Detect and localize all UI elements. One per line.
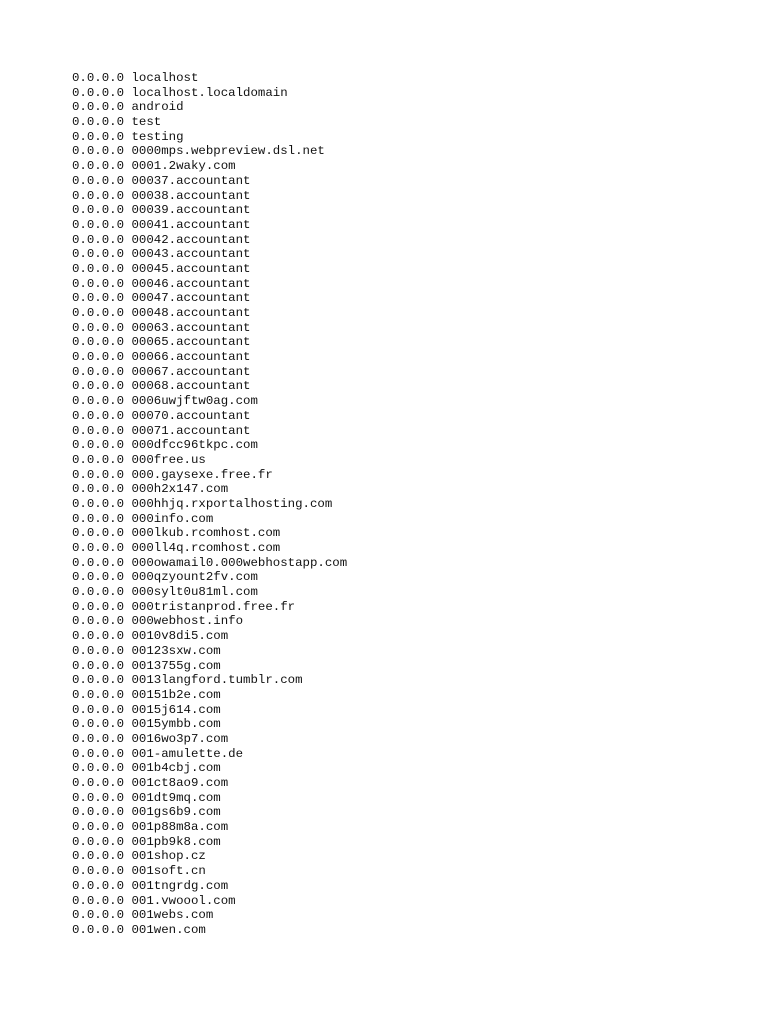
ip-address: 0.0.0.0	[72, 232, 125, 247]
hostname: 00071.accountant	[131, 423, 251, 438]
ip-address: 0.0.0.0	[72, 864, 125, 879]
hosts-entry	[72, 849, 347, 864]
hosts-entry	[72, 923, 347, 938]
hosts-entry	[72, 291, 347, 306]
hostname: 001.vwoool.com	[131, 893, 236, 908]
hostname: 0015ymbb.com	[131, 717, 221, 732]
hostname: 000webhost.info	[131, 614, 244, 629]
hosts-entry	[72, 203, 347, 218]
hostname: 00041.accountant	[131, 217, 251, 232]
hosts-entry	[72, 159, 347, 174]
ip-address: 0.0.0.0	[72, 849, 125, 864]
hosts-entry	[72, 747, 347, 762]
ip-address: 0.0.0.0	[72, 144, 125, 159]
hostname: 001webs.com	[131, 908, 214, 923]
hostname: 0013755g.com	[131, 658, 221, 673]
hosts-entry	[72, 659, 347, 674]
hostname: 0015j614.com	[131, 702, 221, 717]
ip-address: 0.0.0.0	[72, 673, 125, 688]
hostname: 000.gaysexe.free.fr	[131, 467, 273, 482]
hosts-entry	[72, 218, 347, 233]
ip-address: 0.0.0.0	[72, 408, 125, 423]
hosts-entry	[72, 732, 347, 747]
ip-address: 0.0.0.0	[72, 100, 125, 115]
ip-address: 0.0.0.0	[72, 717, 125, 732]
hosts-entry	[72, 629, 347, 644]
hostname: test	[131, 115, 162, 130]
hosts-entry	[72, 673, 347, 688]
hosts-entry	[72, 908, 347, 923]
hosts-entry	[72, 482, 347, 497]
hostname: 00123sxw.com	[131, 643, 221, 658]
hostname: 000info.com	[131, 511, 214, 526]
hosts-entry	[72, 570, 347, 585]
hosts-file-list	[72, 71, 347, 938]
ip-address: 0.0.0.0	[72, 217, 125, 232]
ip-address: 0.0.0.0	[72, 482, 125, 497]
hosts-entry	[72, 365, 347, 380]
ip-address: 0.0.0.0	[72, 511, 125, 526]
ip-address: 0.0.0.0	[72, 423, 125, 438]
hostname: 001pb9k8.com	[131, 834, 221, 849]
hosts-entry	[72, 879, 347, 894]
ip-address: 0.0.0.0	[72, 687, 125, 702]
hostname: 000tristanprod.free.fr	[131, 599, 296, 614]
hostname: 001-amulette.de	[131, 746, 244, 761]
hostname: 001ct8ao9.com	[131, 776, 229, 790]
ip-address: 0.0.0.0	[72, 173, 125, 188]
ip-address: 0.0.0.0	[72, 379, 125, 394]
hostname: localhost.localdomain	[131, 85, 288, 100]
ip-address: 0.0.0.0	[72, 188, 125, 203]
hostname: 00038.accountant	[131, 188, 251, 203]
ip-address: 0.0.0.0	[72, 776, 125, 790]
ip-address: 0.0.0.0	[72, 658, 125, 673]
hosts-entry	[72, 424, 347, 439]
hostname: 000hhjq.rxportalhosting.com	[131, 496, 333, 511]
ip-address: 0.0.0.0	[72, 526, 125, 541]
hosts-entry	[72, 453, 347, 468]
hosts-entry	[72, 820, 347, 835]
hostname: 001p88m8a.com	[131, 820, 229, 835]
hosts-entry	[72, 791, 347, 806]
hosts-entry	[72, 144, 347, 159]
hostname: android	[131, 100, 184, 115]
hosts-entry	[72, 526, 347, 541]
hosts-entry	[72, 100, 347, 115]
ip-address: 0.0.0.0	[72, 761, 125, 776]
hostname: 00068.accountant	[131, 379, 251, 394]
hosts-entry	[72, 174, 347, 189]
hosts-entry	[72, 688, 347, 703]
hosts-entry	[72, 438, 347, 453]
ip-address: 0.0.0.0	[72, 129, 125, 144]
ip-address: 0.0.0.0	[72, 585, 125, 600]
hostname: 00047.accountant	[131, 291, 251, 306]
ip-address: 0.0.0.0	[72, 306, 125, 320]
ip-address: 0.0.0.0	[72, 496, 125, 511]
hostname: 00048.accountant	[131, 306, 251, 320]
hosts-entry	[72, 717, 347, 732]
hostname: 000lkub.rcomhost.com	[131, 526, 281, 541]
hosts-entry	[72, 262, 347, 277]
hostname: localhost	[131, 71, 199, 85]
ip-address: 0.0.0.0	[72, 746, 125, 761]
ip-address: 0.0.0.0	[72, 629, 125, 644]
hosts-entry	[72, 189, 347, 204]
hostname: 000qzyount2fv.com	[131, 570, 258, 585]
hosts-entry	[72, 614, 347, 629]
hosts-entry	[72, 409, 347, 424]
hostname: 0006uwjftw0ag.com	[131, 394, 258, 409]
hosts-entry	[72, 468, 347, 483]
ip-address: 0.0.0.0	[72, 790, 125, 805]
ip-address: 0.0.0.0	[72, 878, 125, 893]
ip-address: 0.0.0.0	[72, 731, 125, 746]
ip-address: 0.0.0.0	[72, 320, 125, 335]
ip-address: 0.0.0.0	[72, 438, 125, 453]
hosts-entry	[72, 761, 347, 776]
hostname: 001shop.cz	[131, 849, 206, 864]
ip-address: 0.0.0.0	[72, 599, 125, 614]
hosts-entry	[72, 321, 347, 336]
ip-address: 0.0.0.0	[72, 820, 125, 835]
hosts-entry	[72, 130, 347, 145]
hosts-entry	[72, 115, 347, 130]
ip-address: 0.0.0.0	[72, 467, 125, 482]
hostname: 00037.accountant	[131, 173, 251, 188]
ip-address: 0.0.0.0	[72, 159, 125, 174]
hosts-entry	[72, 379, 347, 394]
hosts-entry	[72, 306, 347, 321]
hosts-entry	[72, 497, 347, 512]
hosts-entry	[72, 350, 347, 365]
ip-address: 0.0.0.0	[72, 335, 125, 350]
ip-address: 0.0.0.0	[72, 893, 125, 908]
ip-address: 0.0.0.0	[72, 643, 125, 658]
hostname: 000sylt0u81ml.com	[131, 585, 258, 600]
hostname: 00070.accountant	[131, 408, 251, 423]
ip-address: 0.0.0.0	[72, 203, 125, 218]
hostname: 0010v8di5.com	[131, 629, 229, 644]
ip-address: 0.0.0.0	[72, 364, 125, 379]
ip-address: 0.0.0.0	[72, 291, 125, 306]
hostname: 00045.accountant	[131, 261, 251, 276]
hosts-entry	[72, 835, 347, 850]
ip-address: 0.0.0.0	[72, 834, 125, 849]
ip-address: 0.0.0.0	[72, 350, 125, 365]
hosts-entry	[72, 644, 347, 659]
ip-address: 0.0.0.0	[72, 452, 125, 467]
hostname: 00065.accountant	[131, 335, 251, 350]
hosts-entry	[72, 86, 347, 101]
hostname: 000owamail0.000webhostapp.com	[131, 555, 348, 570]
ip-address: 0.0.0.0	[72, 71, 125, 85]
hostname: 00046.accountant	[131, 276, 251, 291]
ip-address: 0.0.0.0	[72, 702, 125, 717]
hosts-entry	[72, 703, 347, 718]
hosts-entry	[72, 585, 347, 600]
hostname: 00067.accountant	[131, 364, 251, 379]
hostname: 000dfcc96tkpc.com	[131, 438, 258, 453]
ip-address: 0.0.0.0	[72, 570, 125, 585]
hostname: 001dt9mq.com	[131, 790, 221, 805]
ip-address: 0.0.0.0	[72, 555, 125, 570]
hosts-entry	[72, 233, 347, 248]
hostname: 00066.accountant	[131, 350, 251, 365]
hosts-entry	[72, 600, 347, 615]
hosts-entry	[72, 776, 347, 791]
hostname: 00039.accountant	[131, 203, 251, 218]
hosts-entry	[72, 335, 347, 350]
ip-address: 0.0.0.0	[72, 261, 125, 276]
ip-address: 0.0.0.0	[72, 85, 125, 100]
hosts-entry	[72, 512, 347, 527]
hostname: 000h2x147.com	[131, 482, 229, 497]
ip-address: 0.0.0.0	[72, 115, 125, 130]
hosts-entry	[72, 894, 347, 909]
hostname: 001soft.cn	[131, 864, 206, 879]
hostname: 00042.accountant	[131, 232, 251, 247]
hosts-entry	[72, 394, 347, 409]
hostname: 000free.us	[131, 452, 206, 467]
hostname: 0016wo3p7.com	[131, 731, 229, 746]
ip-address: 0.0.0.0	[72, 805, 125, 820]
hostname: 0000mps.webpreview.dsl.net	[131, 144, 325, 159]
hostname: 00151b2e.com	[131, 687, 221, 702]
ip-address: 0.0.0.0	[72, 276, 125, 291]
hosts-entry	[72, 805, 347, 820]
hosts-entry	[72, 541, 347, 556]
ip-address: 0.0.0.0	[72, 394, 125, 409]
hosts-entry	[72, 864, 347, 879]
ip-address: 0.0.0.0	[72, 614, 125, 629]
hostname: 00063.accountant	[131, 320, 251, 335]
hosts-entry	[72, 277, 347, 292]
hostname: 000ll4q.rcomhost.com	[131, 541, 281, 555]
ip-address: 0.0.0.0	[72, 541, 125, 555]
hostname: 001wen.com	[131, 922, 206, 937]
ip-address: 0.0.0.0	[72, 922, 125, 937]
hosts-entry	[72, 247, 347, 262]
hosts-entry	[72, 71, 347, 86]
hostname: 001b4cbj.com	[131, 761, 221, 776]
ip-address: 0.0.0.0	[72, 247, 125, 262]
hostname: 001tngrdg.com	[131, 878, 229, 893]
hostname: 0001.2waky.com	[131, 159, 236, 174]
hostname: 001gs6b9.com	[131, 805, 221, 820]
ip-address: 0.0.0.0	[72, 908, 125, 923]
hostname: 0013langford.tumblr.com	[131, 673, 303, 688]
hostname: 00043.accountant	[131, 247, 251, 262]
hosts-entry	[72, 556, 347, 571]
hostname: testing	[131, 129, 184, 144]
